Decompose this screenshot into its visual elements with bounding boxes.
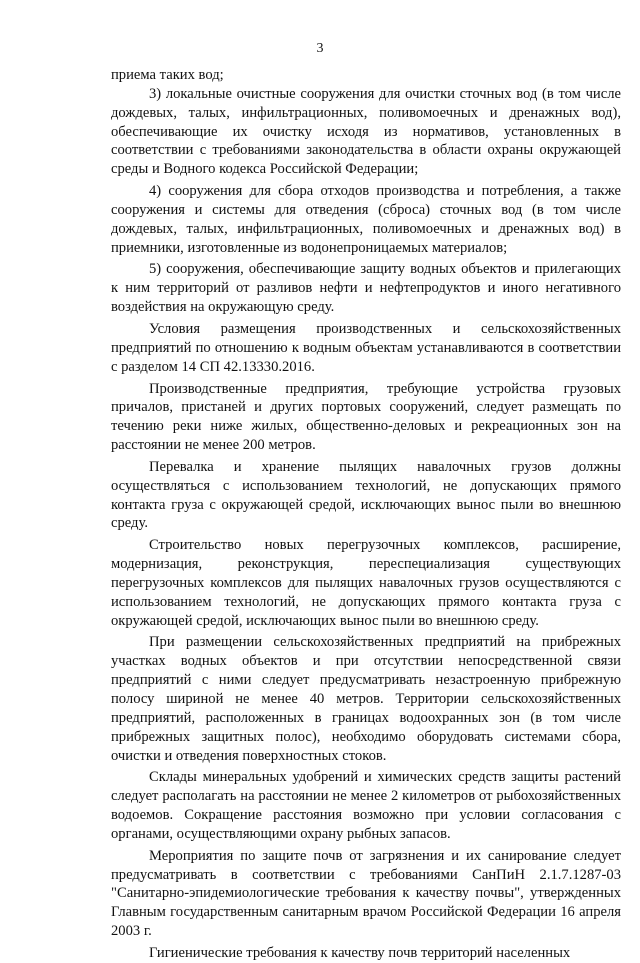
page-number: 3 xyxy=(316,41,324,56)
paragraph-fertilizer-warehouses: Склады минеральных удобрений и химических средств защиты растений следует располагать на расстоянии не менее 2 километров от рыбохозяйственных водоемов. Сокращение расстояния возможно при условии согласования с органами, осуществляющими охрану рыбных запасов. xyxy=(111,769,621,842)
paragraph-item-5: 5) сооружения, обеспечивающие защиту водных объектов и прилегающих к ним территорий от разливов нефти и нефтепродуктов и иного негативного воздействия на окружающую среду. xyxy=(111,261,621,316)
paragraph-soil-protection: Мероприятия по защите почв от загрязнения и их санирование следует предусматривать в соответствии с требованиями СанПиН 2.1.7.1287-03 "Санитарно-эпидемиологические требования к качеству почвы", утвержденных Главным государственным санитарным врачом Российской Федерации 16 апреля 2003 г. xyxy=(111,847,621,940)
paragraph-dusty-cargo-handling: Перевалка и хранение пылящих навалочных грузов должны осуществляться с использованием технологий, не допускающих прямого контакта груза с окружающей средой, исключающих вынос пыли во внешнюю среду. xyxy=(111,458,621,532)
paragraph-item-4: 4) сооружения для сбора отходов производства и потребления, а также сооружения и системы для отведения (сброса) сточных вод (в том числе дождевых, талых, инфильтрационных, поливомоечных и дренажных вод) в приемники, изготовленные из водонепроницаемых материалов; xyxy=(111,183,621,256)
paragraph-soil-requirements: Гигиенические требования к качеству почв территорий населенных xyxy=(149,944,571,961)
paragraph-item-3: 3) локальные очистные сооружения для очистки сточных вод (в том числе дождевых, талых, инфильтрационных, поливомоечных и дренажных вод), обеспечивающие их очистку исходя из нормативов, установленных в соответствии с требованиями законодательства в области охраны окружающей среды и Водного кодекса Российской Федерации; xyxy=(111,85,621,178)
paragraph-agricultural-enterprises: При размещении сельскохозяйственных предприятий на прибрежных участках водных объектов и при отсутствии непосредственной связи предприятий с ними следует предусматривать незастроенную прибрежную полосу шириной не менее 40 метров. Территории сельскохозяйственных предприятий, расположенных в границах водоохранных зон (в том числе прибрежных защитных полос), необходимо оборудовать системами сбора, очистки и отведения поверхностных стоков. xyxy=(111,634,621,764)
paragraph-placement-conditions: Условия размещения производственных и сельскохозяйственных предприятий по отношению к водным объектам устанавливаются в соответствии с разделом 14 СП 42.13330.2016. xyxy=(111,320,621,375)
paragraph-continuation: приема таких вод; xyxy=(111,67,224,83)
document-body xyxy=(111,66,621,963)
paragraph-transshipment-complexes: Строительство новых перегрузочных комплексов, расширение, модернизация, реконструкция, переспециализация существующих перегрузочных комплексов для пылящих навалочных грузов осуществляются с использованием технологий, не допускающих прямого контакта груза с окружающей средой, исключающих вынос пыли во внешнюю среду. xyxy=(111,537,621,629)
paragraph-port-facilities: Производственные предприятия, требующие устройства грузовых причалов, пристаней и других портовых сооружений, следует размещать по течению реки ниже жилых, общественно-деловых и рекреационных зон на расстоянии не менее 200 метров. xyxy=(111,380,621,454)
